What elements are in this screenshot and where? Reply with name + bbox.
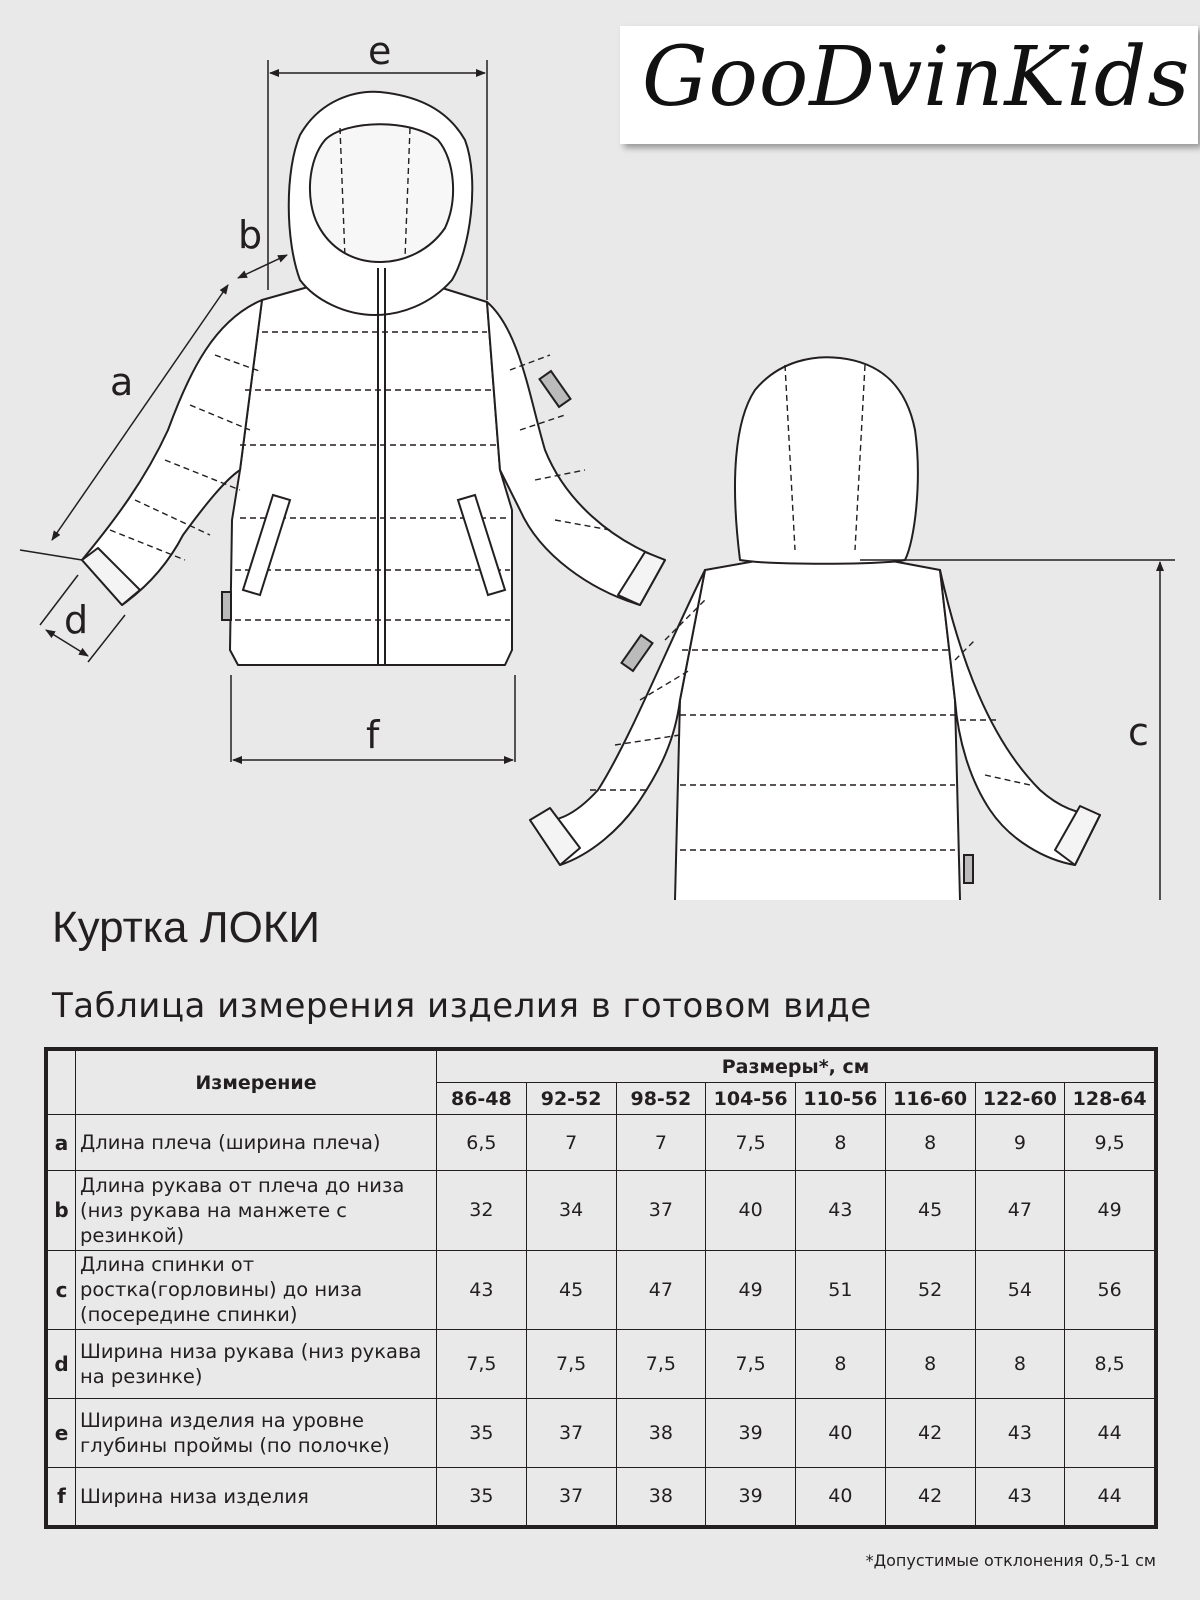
table-subtitle: Таблица измерения изделия в готовом виде [52,986,872,1026]
table-cell: 40 [796,1467,886,1525]
table-cell: 37 [526,1398,616,1467]
table-cell: 7,5 [706,1329,796,1398]
table-row [48,1250,1155,1329]
table-cell: 9,5 [1065,1115,1155,1171]
table-cell: 8 [975,1329,1065,1398]
size-column-header: 122-60 [975,1083,1065,1115]
row-label: Длина спинки от ростка(горловины) до низа (посередине спинки) [76,1250,437,1329]
size-column-header: 128-64 [1065,1083,1155,1115]
measurement-header: Измерение [76,1051,437,1115]
row-key: d [48,1329,76,1398]
table-cell: 45 [526,1250,616,1329]
table-cell: 40 [796,1398,886,1467]
sizes-header: Размеры*, см [437,1051,1155,1083]
size-column-header: 86-48 [437,1083,527,1115]
table-cell: 52 [885,1250,975,1329]
table-cell: 8,5 [1065,1329,1155,1398]
table-cell: 43 [437,1250,527,1329]
table-cell: 54 [975,1250,1065,1329]
size-column-header: 110-56 [796,1083,886,1115]
row-label: Длина плеча (ширина плеча) [76,1115,437,1171]
row-label: Ширина изделия на уровне глубины проймы (по полочке) [76,1398,437,1467]
front-jacket-view [82,92,665,665]
table-cell: 39 [706,1398,796,1467]
table-row [48,1398,1155,1467]
table-cell: 44 [1065,1467,1155,1525]
size-table-body [48,1115,1155,1526]
table-cell: 43 [975,1467,1065,1525]
footnote: *Допустимые отклонения 0,5-1 см [865,1551,1156,1570]
dimension-label-d: d [64,598,89,642]
size-column-header: 92-52 [526,1083,616,1115]
table-cell: 34 [526,1171,616,1250]
row-key: b [48,1171,76,1250]
size-column-header: 104-56 [706,1083,796,1115]
table-cell: 49 [1065,1171,1155,1250]
size-table [47,1050,1155,1526]
table-cell: 35 [437,1398,527,1467]
table-cell: 38 [616,1467,706,1525]
table-cell: 38 [616,1398,706,1467]
row-label: Ширина низа изделия [76,1467,437,1525]
table-cell: 8 [885,1329,975,1398]
row-key: a [48,1115,76,1171]
table-cell: 7,5 [616,1329,706,1398]
table-cell: 47 [616,1250,706,1329]
row-key: f [48,1467,76,1525]
dimension-label-a: a [110,360,134,404]
table-cell: 47 [975,1171,1065,1250]
size-column-header: 116-60 [885,1083,975,1115]
size-table-container [44,1047,1158,1529]
table-cell: 51 [796,1250,886,1329]
table-cell: 35 [437,1467,527,1525]
table-row [48,1115,1155,1171]
table-cell: 7,5 [526,1329,616,1398]
table-row [48,1171,1155,1250]
table-row [48,1329,1155,1398]
row-key: c [48,1250,76,1329]
table-cell: 37 [616,1171,706,1250]
dimension-label-b: b [238,213,263,257]
dimension-label-f: f [366,713,380,757]
table-cell: 42 [885,1398,975,1467]
brand-logo [620,26,1198,144]
table-cell: 49 [706,1250,796,1329]
table-cell: 7 [526,1115,616,1171]
row-label: Длина рукава от плеча до низа (низ рукава на манжете с резинкой) [76,1171,437,1250]
dimension-label-e: e [368,29,392,73]
table-cell: 8 [796,1115,886,1171]
dimension-label-c: c [1128,710,1149,754]
brand-logo-text: GooDvinKids [642,30,1191,125]
key-header-cell [48,1051,76,1115]
table-cell: 7,5 [437,1329,527,1398]
table-cell: 8 [796,1329,886,1398]
table-cell: 43 [975,1398,1065,1467]
table-cell: 40 [706,1171,796,1250]
row-label: Ширина низа рукава (низ рукава на резинке) [76,1329,437,1398]
table-cell: 56 [1065,1250,1155,1329]
row-key: e [48,1398,76,1467]
table-cell: 45 [885,1171,975,1250]
table-cell: 7,5 [706,1115,796,1171]
table-cell: 39 [706,1467,796,1525]
table-cell: 8 [885,1115,975,1171]
table-cell: 6,5 [437,1115,527,1171]
table-cell: 7 [616,1115,706,1171]
product-title: Куртка ЛОКИ [52,903,321,952]
table-cell: 9 [975,1115,1065,1171]
table-cell: 32 [437,1171,527,1250]
back-jacket-view [530,357,1100,900]
table-cell: 44 [1065,1398,1155,1467]
table-cell: 43 [796,1171,886,1250]
table-cell: 37 [526,1467,616,1525]
table-cell: 42 [885,1467,975,1525]
size-column-header: 98-52 [616,1083,706,1115]
table-row [48,1467,1155,1525]
